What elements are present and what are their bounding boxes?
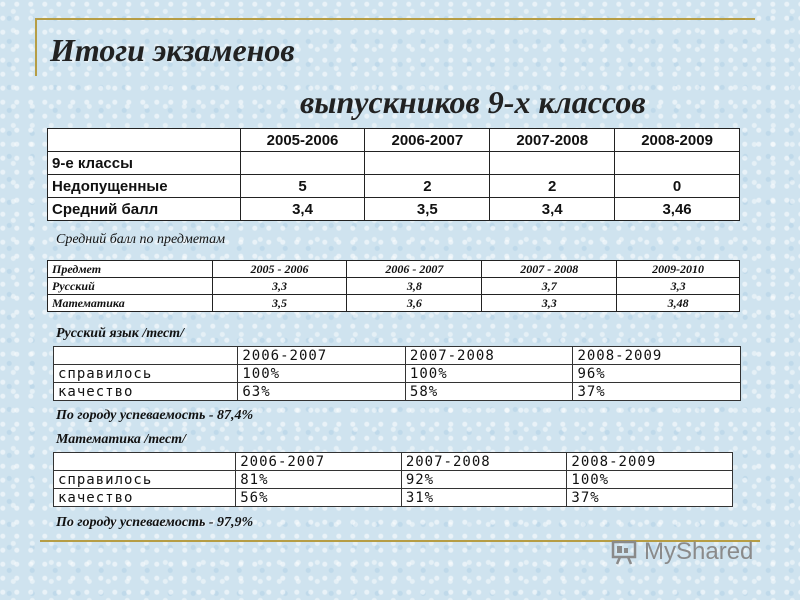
header-cell: 2005-2006 xyxy=(240,129,365,152)
header-cell xyxy=(54,453,236,471)
table-cell: 100% xyxy=(567,471,733,489)
table-cell: 3,6 xyxy=(347,295,482,312)
table-cell xyxy=(365,152,490,175)
table-cell: 96% xyxy=(573,365,741,383)
table-cell: 2 xyxy=(490,175,615,198)
header-cell: 2006-2007 xyxy=(238,347,406,365)
russian-city-result: По городу успеваемость - 87,4% xyxy=(56,408,254,423)
left-border-line xyxy=(35,18,37,76)
header-cell: 2009-2010 xyxy=(617,261,740,278)
header-cell: 2007-2008 xyxy=(401,453,567,471)
table-cell xyxy=(240,152,365,175)
row-label: справилось xyxy=(54,471,236,489)
header-cell: 2006-2007 xyxy=(236,453,402,471)
table-cell: 37% xyxy=(567,489,733,507)
presentation-board-icon xyxy=(610,538,638,566)
table-cell: 3,8 xyxy=(347,278,482,295)
math-caption: Математика /тест/ xyxy=(56,432,186,447)
table-cell: 3,5 xyxy=(212,295,347,312)
header-cell: 2005 - 2006 xyxy=(212,261,347,278)
table-header-row xyxy=(54,453,733,471)
table-row xyxy=(48,278,740,295)
russian-caption: Русский язык /тест/ xyxy=(56,326,184,341)
table-cell: 56% xyxy=(236,489,402,507)
myshared-logo[interactable] xyxy=(610,538,753,566)
subjects-caption: Средний балл по предметам xyxy=(56,232,226,247)
header-cell: 2006 - 2007 xyxy=(347,261,482,278)
math-test-table xyxy=(53,452,733,507)
table-cell: 3,4 xyxy=(490,198,615,221)
table-cell: 81% xyxy=(236,471,402,489)
table-cell xyxy=(615,152,740,175)
table-cell: 3,3 xyxy=(482,295,617,312)
header-cell: 2006-2007 xyxy=(365,129,490,152)
math-city-result: По городу успеваемость - 97,9% xyxy=(56,515,254,530)
table-row xyxy=(54,471,733,489)
subjects-table xyxy=(47,260,740,312)
title-line-1: Итоги экзаменов xyxy=(50,32,295,68)
table-cell: 3,5 xyxy=(365,198,490,221)
table-cell: 3,46 xyxy=(615,198,740,221)
table-header-row xyxy=(48,129,740,152)
header-cell: Предмет xyxy=(48,261,213,278)
table-row xyxy=(48,175,740,198)
header-cell: 2008-2009 xyxy=(573,347,741,365)
header-cell xyxy=(48,129,241,152)
table-cell: 3,48 xyxy=(617,295,740,312)
summary-table xyxy=(47,128,740,221)
header-cell: 2007 - 2008 xyxy=(482,261,617,278)
row-label: Русский xyxy=(48,278,213,295)
header-cell xyxy=(54,347,238,365)
table-cell: 0 xyxy=(615,175,740,198)
table-row xyxy=(48,152,740,175)
table-header-row xyxy=(48,261,740,278)
table-cell: 3,3 xyxy=(212,278,347,295)
row-label: качество xyxy=(54,489,236,507)
table-cell: 63% xyxy=(238,383,406,401)
table-row xyxy=(48,198,740,221)
header-cell: 2007-2008 xyxy=(490,129,615,152)
header-cell: 2008-2009 xyxy=(567,453,733,471)
table-cell: 2 xyxy=(365,175,490,198)
table-cell: 37% xyxy=(573,383,741,401)
table-cell xyxy=(490,152,615,175)
title-line-2: выпускников 9-х классов xyxy=(300,84,646,120)
table-cell: 100% xyxy=(405,365,573,383)
table-cell: 3,4 xyxy=(240,198,365,221)
table-row xyxy=(48,295,740,312)
row-label: Средний балл xyxy=(48,198,241,221)
table-cell: 3,7 xyxy=(482,278,617,295)
table-row xyxy=(54,489,733,507)
row-label: Математика xyxy=(48,295,213,312)
table-cell: 100% xyxy=(238,365,406,383)
russian-test-table xyxy=(53,346,741,401)
table-cell: 92% xyxy=(401,471,567,489)
table-header-row xyxy=(54,347,741,365)
table-cell: 31% xyxy=(401,489,567,507)
row-label: 9-е классы xyxy=(48,152,241,175)
row-label: справилось xyxy=(54,365,238,383)
header-cell: 2008-2009 xyxy=(615,129,740,152)
header-cell: 2007-2008 xyxy=(405,347,573,365)
table-cell: 3,3 xyxy=(617,278,740,295)
logo-text: MyShared xyxy=(644,538,754,565)
table-row xyxy=(54,383,741,401)
row-label: качество xyxy=(54,383,238,401)
row-label: Недопущенные xyxy=(48,175,241,198)
table-cell: 58% xyxy=(405,383,573,401)
table-cell: 5 xyxy=(240,175,365,198)
top-border-line xyxy=(35,18,755,20)
table-row xyxy=(54,365,741,383)
